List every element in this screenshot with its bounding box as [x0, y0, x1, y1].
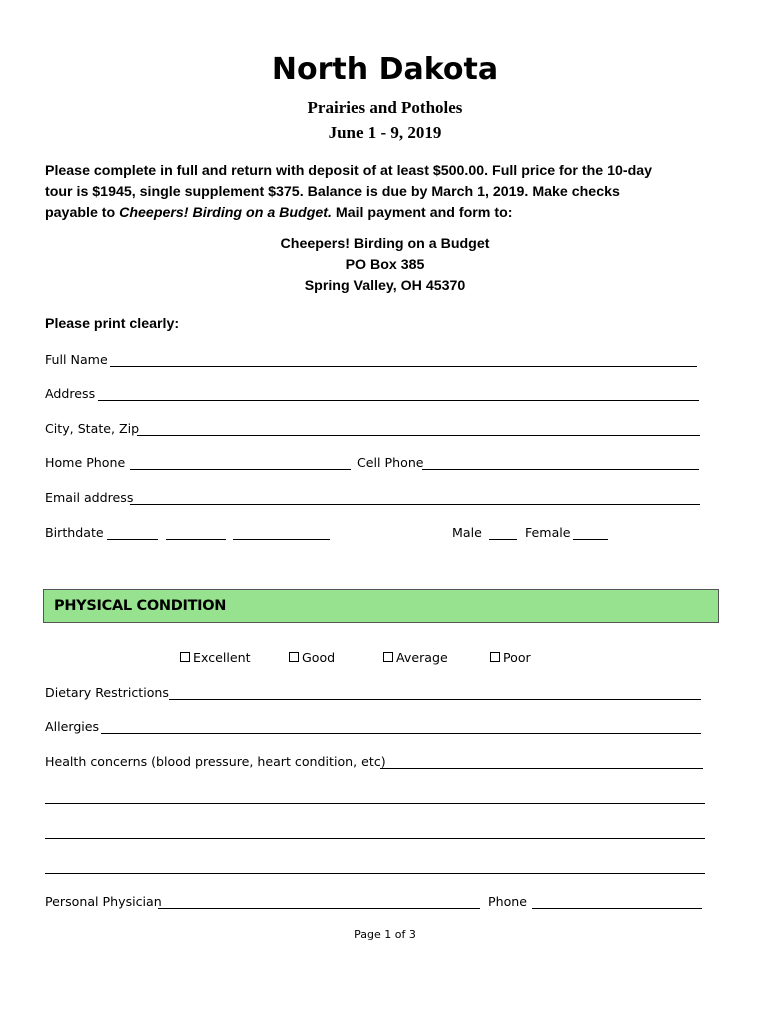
instructions-line-3 — [45, 203, 725, 224]
physical-condition-title: PHYSICAL CONDITION — [54, 598, 227, 614]
option-average[interactable] — [383, 650, 448, 665]
checkbox-good[interactable] — [289, 652, 299, 662]
allergies-label: Allergies — [45, 719, 100, 734]
male-field[interactable] — [489, 539, 517, 540]
checkbox-poor[interactable] — [490, 652, 500, 662]
home-phone-label: Home Phone — [45, 455, 126, 470]
checkbox-excellent[interactable] — [180, 652, 190, 662]
physician-phone-label: Phone — [488, 894, 528, 909]
print-clearly-label: Please print clearly: — [45, 316, 180, 332]
mailing-name: Cheepers! Birding on a Budget — [280, 236, 490, 252]
female-field[interactable] — [573, 539, 608, 540]
female-label: Female — [525, 525, 571, 540]
page-number: Page 1 of 3 — [354, 928, 416, 941]
option-average-label: Average — [396, 650, 448, 665]
document-title: North Dakota — [271, 52, 499, 87]
physician-field[interactable] — [158, 908, 480, 909]
company-name-emphasis: Cheepers! Birding on a Budget. — [119, 205, 332, 221]
email-label: Email address — [45, 490, 134, 505]
allergies-field[interactable] — [101, 733, 701, 734]
mailing-po-box: PO Box 385 — [345, 257, 425, 273]
health-concerns-line-2[interactable] — [45, 803, 705, 804]
health-concerns-line-4[interactable] — [45, 873, 705, 874]
instructions-line-3-pre: payable to — [45, 205, 120, 221]
mailing-city: Spring Valley, OH 45370 — [304, 278, 466, 294]
birthdate-day-field[interactable] — [166, 539, 226, 540]
instructions-line-3-post: Mail payment and form to: — [331, 205, 513, 221]
tour-dates: June 1 - 9, 2019 — [328, 123, 442, 142]
email-field[interactable] — [130, 504, 700, 505]
instructions-line-1: Please complete in full and return with deposit of at least $500.00. Full price for the 10-day — [45, 163, 653, 179]
dietary-label: Dietary Restrictions — [45, 685, 169, 700]
cell-phone-field[interactable] — [422, 469, 699, 470]
health-concerns-label: Health concerns (blood pressure, heart condition, etc) — [45, 754, 386, 769]
full-name-label: Full Name — [45, 352, 108, 367]
health-concerns-field[interactable] — [380, 768, 703, 769]
instructions-paragraph — [45, 161, 725, 224]
city-state-zip-field[interactable] — [137, 435, 700, 436]
address-field[interactable] — [98, 400, 699, 401]
full-name-field[interactable] — [110, 366, 697, 367]
home-phone-field[interactable] — [130, 469, 351, 470]
option-good-label: Good — [302, 650, 336, 665]
checkbox-average[interactable] — [383, 652, 393, 662]
health-concerns-line-3[interactable] — [45, 838, 705, 839]
address-label: Address — [45, 386, 96, 401]
physician-phone-field[interactable] — [532, 908, 702, 909]
tour-name: Prairies and Potholes — [307, 98, 463, 117]
city-state-zip-label: City, State, Zip — [45, 421, 140, 436]
dietary-field[interactable] — [169, 699, 701, 700]
option-poor[interactable] — [490, 650, 531, 665]
cell-phone-label: Cell Phone — [357, 455, 424, 470]
physician-label: Personal Physician — [45, 894, 162, 909]
physical-condition-header — [43, 589, 719, 623]
option-good[interactable] — [289, 650, 335, 665]
option-poor-label: Poor — [503, 650, 531, 665]
birthdate-label: Birthdate — [45, 525, 104, 540]
instructions-line-2: tour is $1945, single supplement $375. Balance is due by March 1, 2019. Make checks — [45, 184, 620, 200]
birthdate-year-field[interactable] — [233, 539, 330, 540]
option-excellent-label: Excellent — [193, 650, 251, 665]
male-label: Male — [452, 525, 482, 540]
option-excellent[interactable] — [180, 650, 251, 665]
birthdate-month-field[interactable] — [107, 539, 158, 540]
